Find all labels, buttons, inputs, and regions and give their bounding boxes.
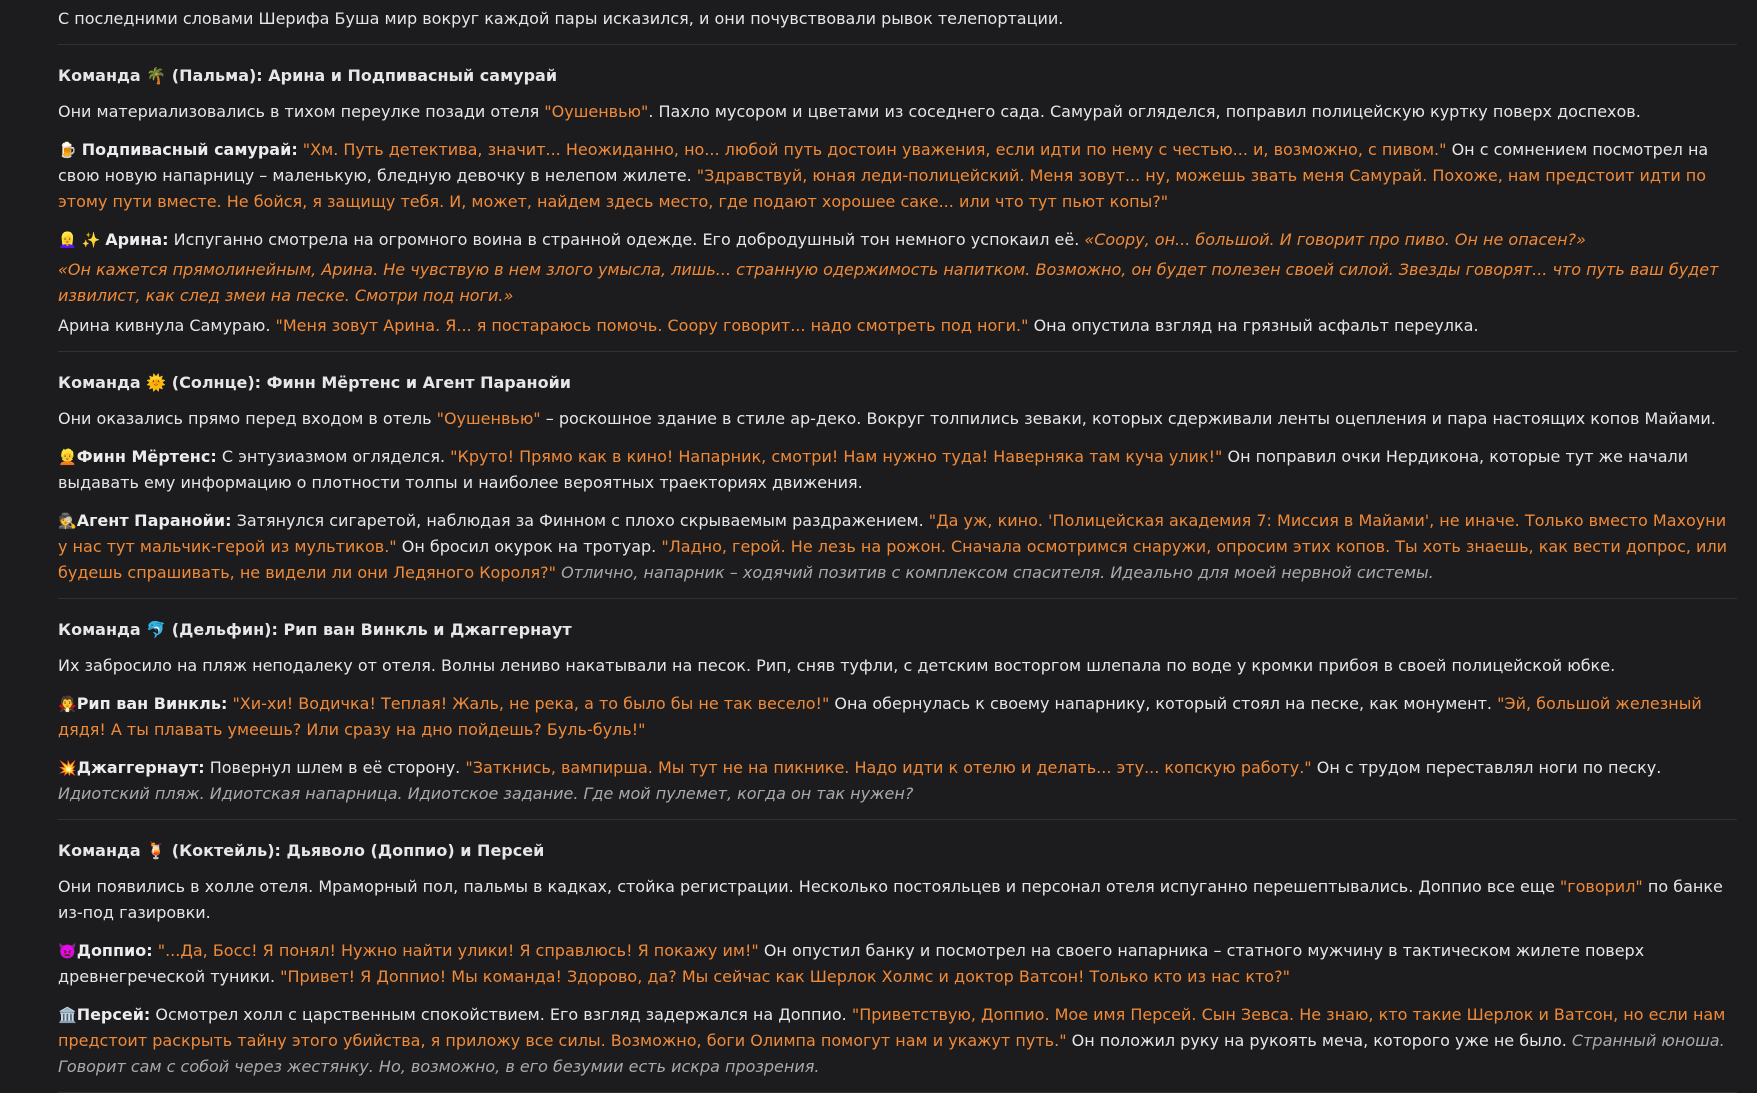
team-heading-cocktail: Команда 🍹 (Коктейль): Дьяволо (Доппио) и Персей	[58, 841, 545, 860]
doppio-line: 👿Доппио: "...Да, Босс! Я понял! Нужно найти улики! Я справлюсь! Я покажу им!" Он опустил банку и посмотрел на своего напарника – статного мужчину в тактическом жилете поверх древнегреческой туники. "Привет! Я Доппио! Мы команда! Здорово, да? Мы сейчас как Шерлок Холмс и доктор Ватсон! Только кто из нас кто?"	[58, 941, 1645, 986]
juggernaut-line: 💥Джаггернаут: Повернул шлем в её сторону. "Заткнись, вампирша. Мы тут не на пикнике. Надо идти к отелю и делать... эту... копскую работу." Он с трудом переставлял ноги по песку. Идиотский пляж. Идиотская напарница. Идиотское задание. Где мой пулемет, когда он так нужен?	[58, 758, 1662, 803]
speaker-samurai: Подпивасный самурай:	[81, 140, 298, 159]
girl-sparkles-icon: 👱‍♀️ ✨	[58, 231, 101, 249]
agent-line: 🕵️Агент Паранойи: Затянулся сигаретой, наблюдая за Финном с плохо скрываемым раздражением. "Да уж, кино. 'Полицейская академия 7: Миссия в Майами', не иначе. Только вместо Махоуни у нас тут мальчик-герой из мультиков." Он бросил окурок на тротуар. "Ладно, герой. Не лезь на рожон. Сначала осмотримся снаружи, опросим этих копов. Ты хоть знаешь, как вести допрос, или будешь спрашивать, не видели ли они Ледяного Короля?" Отлично, напарник – ходячий позитив с комплексом спасителя. Идеально для моей нервной системы.	[58, 511, 1728, 582]
team-heading-palm: Команда 🌴 (Пальма): Арина и Подпивасный самурай	[58, 66, 558, 85]
detective-icon: 🕵️	[58, 512, 77, 530]
scene-sun: Они оказались прямо перед входом в отель "Оушенвью" – роскошное здание в стиле ар-деко. Вокруг толпились зеваки, которых сдерживали ленты оцепления и пара настоящих копов Майами.	[58, 409, 1716, 428]
speaker-perseus: Персей:	[76, 1005, 151, 1024]
speaker-finn: Финн Мёртенс:	[76, 447, 217, 466]
beer-icon: 🍺	[58, 141, 77, 159]
speaker-juggernaut: Джаггернаут:	[76, 758, 205, 777]
person-icon: 👱	[58, 448, 77, 466]
rip-line: 🧛Рип ван Винкль: "Хи-хи! Водичка! Теплая! Жаль, не река, а то было бы не так весело!" Она обернулась к своему напарнику, который стоял на песке, как монумент. "Эй, большой железный дядя! А ты плавать умеешь? Или сразу на дно пойдешь? Буль-буль!"	[58, 694, 1702, 739]
scene-dolphin: Их забросило на пляж неподалеку от отеля. Волны лениво накатывали на песок. Рип, сняв туфли, с детским восторгом шлепала по воде у кромки прибоя в своей полицейской юбке.	[58, 656, 1616, 675]
team-heading-sun: Команда 🌞 (Солнце): Финн Мёртенс и Агент Паранойи	[58, 373, 571, 392]
divider	[58, 44, 1737, 45]
divider	[58, 598, 1737, 599]
speaker-doppio: Доппио:	[76, 941, 153, 960]
samurai-line: 🍺 Подпивасный самурай: "Хм. Путь детектива, значит... Неожиданно, но... любой путь достоин уважения, если идти по нему с честью... и, возможно, с пивом." Он с сомнением посмотрел на свою новую напарницу – маленькую, бледную девочку в нелепом жилете. "Здравствуй, юная леди-полицейский. Меня зовут... ну, можешь звать меня Самурай. Похоже, нам предстоит идти по этому пути вместе. Не бойся, я защищу тебя. И, может, найдем здесь место, где подают хорошее саке... или что тут пьют копы?"	[58, 140, 1709, 211]
devil-icon: 👿	[58, 942, 77, 960]
finn-line: 👱Финн Мёртенс: С энтузиазмом огляделся. "Круто! Прямо как в кино! Напарник, смотри! Нам нужно туда! Наверняка там куча улик!" Он поправил очки Нердикона, которые тут же начали выдавать ему информацию о плотности толпы и наиболее вероятных траекториях движения.	[58, 447, 1689, 492]
arina-line: 👱‍♀️ ✨ Арина: Испуганно смотрела на огромного воина в странной одежде. Его добродушный тон немного успокаил её. «Соору, он... большой. И говорит про пиво. Он не опасен?»	[58, 230, 1586, 249]
speaker-rip: Рип ван Винкль:	[76, 694, 228, 713]
sooru-line: «Он кажется прямолинейным, Арина. Не чувствую в нем злого умысла, лишь... странную одержимость напитком. Возможно, он будет полезен своей силой. Звезды говорят... что путь ваш будет извилист, как след змеи на песке. Смотри под ноги.»	[58, 260, 1719, 305]
divider	[58, 351, 1737, 352]
team-heading-dolphin: Команда 🐬 (Дельфин): Рип ван Винкль и Джаггернаут	[58, 620, 572, 639]
divider	[58, 819, 1737, 820]
scene-palm: Они материализовались в тихом переулке позади отеля "Оушенвью". Пахло мусором и цветами из соседнего сада. Самурай огляделся, поправил полицейскую куртку поверх доспехов.	[58, 102, 1641, 121]
speaker-agent: Агент Паранойи:	[76, 511, 232, 530]
arina-reply-line: Арина кивнула Самураю. "Меня зовут Арина. Я... я постараюсь помочь. Соору говорит... надо смотреть под ноги." Она опустила взгляд на грязный асфальт переулка.	[58, 316, 1479, 335]
vampire-icon: 🧛	[58, 695, 77, 713]
explosion-icon: 💥	[58, 759, 77, 777]
temple-icon: 🏛️	[58, 1006, 77, 1024]
speaker-arina: Арина:	[105, 230, 169, 249]
intro-paragraph: С последними словами Шерифа Буша мир вокруг каждой пары исказился, и они почувствовали рывок телепортации.	[58, 9, 1064, 28]
perseus-line: 🏛️Персей: Осмотрел холл с царственным спокойствием. Его взгляд задержался на Доппио. "Приветствую, Доппио. Мое имя Персей. Сын Зевса. Не знаю, кто такие Шерлок и Ватсон, но если нам предстоит раскрыть тайну этого убийства, я приложу все силы. Возможно, боги Олимпа помогут нам и укажут путь." Он положил руку на рукоять меча, которого уже не было. Странный юноша. Говорит сам с собой через жестянку. Но, возможно, в его безумии есть искра прозрения.	[58, 1005, 1726, 1076]
scene-cocktail: Они появились в холле отеля. Мраморный пол, пальмы в кадках, стойка регистрации. Несколько постояльцев и персонал отеля испуганно перешептывались. Доппио все еще "говорил" по банке из-под газировки.	[58, 877, 1723, 922]
